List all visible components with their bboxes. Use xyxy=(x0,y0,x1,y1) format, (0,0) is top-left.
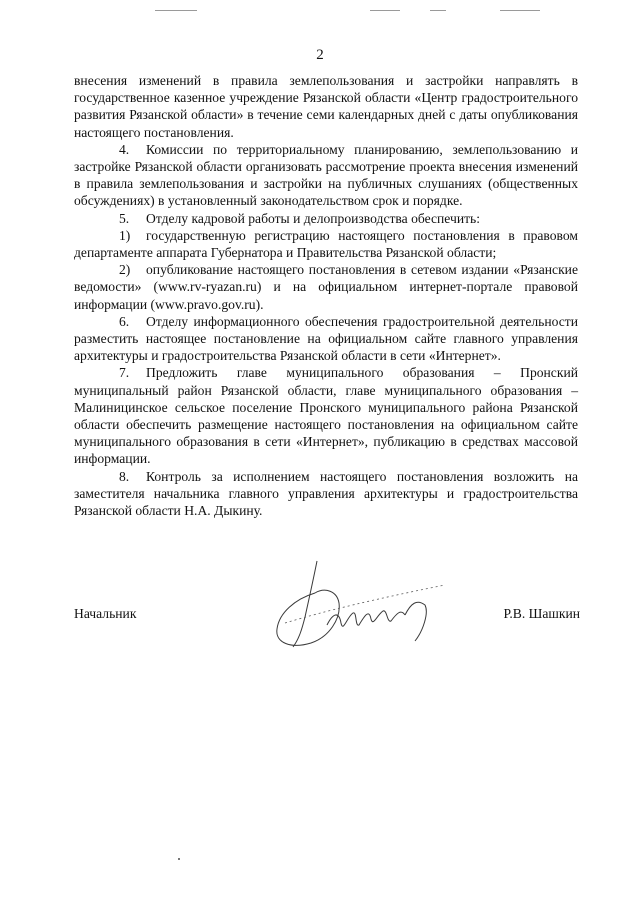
page-number: 2 xyxy=(316,47,324,63)
paragraph-item xyxy=(74,468,578,520)
paragraph-item xyxy=(74,210,578,227)
paragraph-text: Комиссии по территориальному планированию, землепользованию и застройке Рязанской области организовать рассмотрение проекта внесения изменений в правила землепользования и застройки на публичных слушаниях (общественных обсуждениях) в установленный законодательством срок и порядке. xyxy=(74,141,578,209)
signature-stroke xyxy=(293,561,317,647)
paragraph-number: 6. xyxy=(119,313,130,329)
paragraph-item xyxy=(74,313,578,365)
scan-artifact-line xyxy=(500,10,540,11)
paragraph-item xyxy=(74,227,578,261)
paragraph-text: опубликование настоящего постановления в сетевом издании «Рязанские ведомости» (www.rv-ryazan.ru) и на официальном интернет-портале правовой информации (www.pravo.gov.ru). xyxy=(74,262,578,312)
paragraph-number: 5. xyxy=(119,210,130,226)
paragraph-text: внесения изменений в правила землепользования и застройки направлять в государственное казенное учреждение Рязанской области «Центр градостроительного развития Рязанской области» в течение семи календарных дней с даты опубликования настоящего постановления. xyxy=(74,73,578,140)
paragraph-number: 2) xyxy=(119,262,131,278)
paragraph-text: Контроль за исполнением настоящего постановления возложить на заместителя начальника главного управления архитектуры и градостроительства Рязанской области Н.А. Дыкину. xyxy=(74,468,578,519)
paragraph-number: 1) xyxy=(119,227,131,243)
paragraph-continuation xyxy=(74,72,578,141)
paragraph-text: Отделу кадровой работы и делопроизводства обеспечить: xyxy=(146,210,481,226)
paragraph-item xyxy=(74,261,578,313)
paragraph-text: государственную регистрацию настоящего постановления в правовом департаменте аппарата Губернатора и Правительства Рязанской области; xyxy=(74,227,578,261)
paragraph-text: Предложить главе муниципального образования – Пронский муниципальный район Рязанской области, главе муниципального образования – Малиницинское сельское поселение Пронского муниципального района Рязанской области обеспечить размещение настоящего постановления на официальном сайте муниципального образования в сети «Интернет», публикацию в средствах массовой информации. xyxy=(74,365,578,467)
scan-artifact-line xyxy=(370,10,400,11)
paragraph-item xyxy=(74,141,578,210)
scan-artifact-dot xyxy=(178,858,180,860)
document-body xyxy=(74,72,578,519)
paragraph-number: 8. xyxy=(119,468,130,484)
paragraph-text: Отделу информационного обеспечения градостроительной деятельности разместить настоящее постановление на официальном сайте главного управления архитектуры и градостроительства Рязанской области в сети «Интернет». xyxy=(74,313,578,364)
paragraph-number: 7. xyxy=(119,365,130,381)
scan-artifact-line xyxy=(430,10,446,11)
signatory-name: Р.В. Шашкин xyxy=(503,606,580,621)
signatory-position: Начальник xyxy=(74,606,137,621)
paragraph-number: 4. xyxy=(119,141,130,157)
scan-artifact-line xyxy=(155,10,197,11)
signature-block xyxy=(74,606,580,626)
paragraph-item xyxy=(74,364,578,467)
